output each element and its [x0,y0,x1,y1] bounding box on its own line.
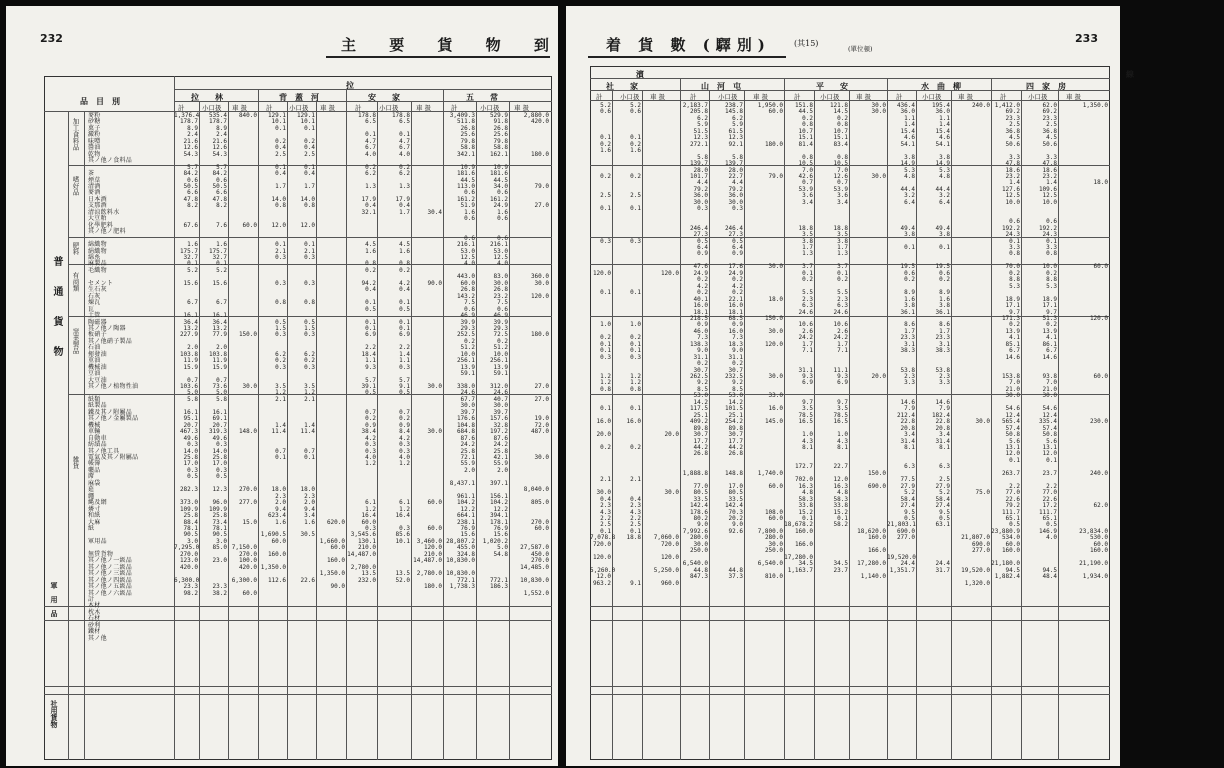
numbers-shejia-car: 120.0 20.0 30.0 7,060.0 720.0 120.0 5,250.0 960.0 [653,269,679,587]
station-header-1: 拉 林 [191,92,223,102]
col-label-car: 車 扱 [232,104,248,112]
col-label-small: 小口扱 [379,104,399,112]
group-label-processed-food: 加工食料品 [71,118,80,151]
col-label-total: 計 [355,104,362,112]
left-page [6,6,563,766]
station-header-1: 社 家 [606,81,638,91]
right-page [566,6,1224,766]
col-label-car: 車 扱 [1066,93,1082,101]
numbers-beigaihe-small: 129.1 10.1 0.1 0.2 0.4 2.5 0.1 0.4 1.7 14.0 0.8 12.0 0.1 2.1 0.3 0.3 0.8 0.5 1.5 0.3 6.2 0.2 0.3 3.5 1.2 2.1 1.4 11.4 0.7 0.1 18.0 2.3 2.0 9.4 3.4 1.6 30.5 22.6 [296,112,315,584]
page-number-left: 232 [40,32,63,45]
page-title-right: 着 貨 數 (驛別) [606,36,771,54]
title-rule-left [326,56,550,58]
numbers-shejia-small: 5.2 0.6 0.1 0.2 1.6 0.2 2.5 0.1 0.3 0.1 1.0 0.2 0.1 0.1 0.3 1.2 1.2 0.8 0.1 16.0 0.2 2.1 0.4 2.3 4.3 2.2 2.5 0.1 18.8 9.1 [626,102,641,587]
col-label-total: 計 [596,93,603,101]
numbers-lalin-car: 840.0 60.0 150.0 30.0 148.0 270.0 277.0 15.0 7,150.0 270.0 100.0 420.0 6,300.0 60.0 [231,112,257,597]
col-label-car: 車 扱 [514,104,530,112]
numbers-wuchang-small: 529.9 91.8 26.8 25.6 79.8 58.8 162.1 10.9 181.6 44.5 34.0 0.6 161.2 24.9 1.6 0.6 0.6 216.1 53.0 12.5 4.0 83.0 30.0 26.8 23.2 7.5 0.6 46.9 39.9 29.3 72.5 0.2 51.2 10.0 256.1 13.9 59.1 312.0 24.6 40.7 30.0 39.7 157.6 32.8 197.2 87.6 24.2 25.8 42.1 55.9 2.0 397.1 156.1 104.2 12.2 394.1 178.1 76.9 15.6 1,020.2 5.0 54.8 772.1 186.3 [482,112,508,591]
group-label-luxury: 嗜好品 [71,176,80,196]
numbers-shuiquliu-small: 195.4 36.0 1.1 1.4 15.4 4.6 54.1 3.8 14.9 5.3 4.8 44.4 3.2 6.4 49.4 3.8 0.1 19.5 0.6 0.2 8.9 1.6 3.8 36.1 8.6 1.7 23.3 3.1 38.3 53.8 2.3 3.3 14.6 7.9 182.4 22.8 20.8 3.4 31.4 8.1 6.3 2.5 27.9 5.2 58.4 27.4 9.5 0.5 63.1 24.4 31.7 [931,102,950,574]
station-header-3: 安 家 [368,92,400,102]
col-label-total: 計 [794,93,801,101]
col-label-car: 車 扱 [856,93,872,101]
page-title-left: 主 要 貨 物 到 [341,36,563,54]
numbers-anjia-small: 178.8 6.5 0.1 4.7 6.7 4.0 0.2 6.2 1.3 17.9 0.4 1.7 4.5 1.6 0.8 0.2 4.2 0.4 0.1 0.5 0.1 0.1 6.9 2.2 1.4 1.1 0.3 5.7 9.1 0.5 0.7 0.2 0.9 8.4 4.2 0.3 0.3 4.0 1.2 6.1 1.2 16.4 0.3 85.6 10.1 13.5 52.0 [391,112,410,584]
numbers-sijiafang-small: 62.0 69.2 23.3 2.5 36.8 4.5 50.6 3.3 47.8 18.6 23.2 1.4 109.6 12.5 10.0 0.6 192.2 24.3 0.1 3.3 0.8 10.0 0.2 8.8 5.3 18.9 17.1 9.7 51.3 0.2 13.9 4.1 86.1 6.7 14.6 93.8 7.0 21.0 30.0 54.6 12.4 335.4 57.4 50.8 5.6 13.1 12.0 0.1 23.7 2.2 77.0 22.6 17.2 111.7 65.1 0.5 146.9 4.0 94.5 48.4 [1038,102,1057,581]
numbers-anjia-car: 30.4 90.0 30.0 30.0 60.0 60.0 3,460.0 120.0 210.0 14,487.0 2,780.0 180.0 [413,208,442,591]
numbers-shuiquliu-total: 436.4 36.0 1.1 1.4 15.4 4.6 54.1 3.8 14.9 5.3 4.8 44.4 3.2 6.4 49.4 3.8 0.1 19.5 0.6 0.2 8.9 1.6 3.8 36.1 8.6 1.7 23.3 3.1 38.3 53.8 2.3 3.3 14.6 7.9 212.4 22.8 20.8 3.4 31.4 8.1 6.3 77.5 27.9 5.2 58.4 27.4 9.5 0.5 21,803.1 690.0 277.0 19,520.0 24.4 1,351.7 [887,102,916,574]
numbers-sijiafang-car: 1,350.0 18.0 60.0 120.0 60.0 230.0 240.0 62.0 23,834.0 530.0 60.0 160.0 21,190.0 1,934.0 [1079,102,1108,581]
col-label-small: 小口扱 [480,104,500,112]
numbers-pingan-total: 151.8 44.5 0.2 0.8 10.7 15.1 81.4 0.8 10.5 7.0 42.6 0.7 53.9 3.6 3.4 18.8 3.5 3.8 1.7 1.3 3.7 0.1 0.2 5.5 2.3 6.3 24.6 10.6 2.6 24.2 1.7 7.1 31.1 9.3 6.9 9.7 3.5 78.5 16.5 1.0 4.3 8.1 172.7 702.0 16.3 4.8 58.3 33.8 15.2 0.1 18,678.2 160.0 166.0 17,280.0 34.5 1,163.7 [784,102,813,574]
col-label-car: 車 扱 [650,93,666,101]
numbers-beigaihe-total: 129.1 10.1 0.1 0.2 0.4 2.5 0.1 0.4 1.7 14.0 0.8 12.0 0.1 2.1 0.3 0.3 0.8 0.5 1.5 0.3 6.2 0.2 0.3 3.5 1.2 2.1 1.4 11.4 0.7 0.1 18.0 2.3 2.0 9.4 623.4 1.6 1,690.5 60.0 160.0 1,350.0 112.6 [260,112,286,584]
station-header-5: 四 家 房 [1026,81,1066,91]
side-label-general: 普 通 貨 物 [51,256,62,356]
col-label-total: 計 [1000,93,1007,101]
col-label-total: 計 [451,104,458,112]
col-label-total: 計 [896,93,903,101]
station-header-2: 背 蓋 河 [279,92,319,102]
col-label-car: 車 扱 [753,93,769,101]
numbers-shejia-total: 5.2 0.6 0.1 0.2 1.6 0.2 2.5 0.1 0.3 120.0 0.1 1.0 0.2 0.1 0.1 0.3 1.2 1.2 0.8 0.1 16.0 20.0 0.2 2.1 30.0 0.4 2.3 4.3 2.2 2.5 0.1 7,078.8 720.0 120.0 5,260.0 12.0 963.2 [590,102,616,587]
station-header-2: 山 河 屯 [701,81,741,91]
col-label-total: 計 [266,104,273,112]
header-top-left: 拉 [346,80,354,90]
numbers-shanhetun-car: 1,950.0 60.0 180.0 79.0 30.0 18.0 150.0 30.0 120.0 30.0 33.0 16.0 145.0 1,740.0 60.0 108.0 60.0 7,800.0 280.0 30.0 250.0 6,540.0 810.0 [757,102,783,581]
header-rule-1 [174,89,552,90]
station-header-3: 平 安 [816,81,848,91]
group-label-textiles: 有商類 [71,272,80,292]
item-header: 品 目 別 [80,96,120,106]
group-label-ceramics: 窯業製品 [71,328,80,354]
col-label-small: 小口扱 [620,93,640,101]
col-label-total: 計 [178,104,185,112]
numbers-shuiquliu-car: 240.0 30.0 75.0 21,807.0 690.0 277.0 19,520.0 1,320.0 [961,102,990,587]
col-label-small: 小口扱 [202,104,222,112]
side-label-company: 社用貨物 [50,700,59,728]
col-label-car: 車 扱 [416,104,432,112]
numbers-shanhetun-small: 238.7 145.8 6.2 5.9 61.5 12.3 92.1 5.8 139.7 28.0 22.7 4.4 79.2 36.0 30.0 0.3 246.4 27.3 0.5 6.4 0.9 17.6 24.9 0.2 4.2 0.2 22.1 16.0 18.1 68.5 0.9 16.0 7.3 18.3 9.0 31.1 0.2 30.7 232.5 9.2 8.5 53.0 14.2 101.5 25.1 254.2 89.8 30.7 17.7 44.2 26.8 148.8 17.0 80.5 33.5 142.4 70.3 20.2 9.0 92.6 44.8 37.3 [724,102,743,581]
item-labels-left: 麥粉 砂糖 菓子 澱粉 味噌 醬油 乾物 其ノ他ノ食料品 茶 煙草 清酒 麥酒 日本酒 支那酒 清涼飲料水 大豆粕 化學肥料 其ノ他ノ肥料 綿織物 絹織物 綿糸 麻製品 毛織物 セメント 生石灰 石灰 煉瓦 瓦 土管 陶磁器 其ノ他ノ陶器 板硝子 其ノ他硝子製品 石油 揮發油 重油 機械油 豆油 大豆油 其ノ他ノ植物性油 紙類 紙製品 鐵及其ノ附屬品 其ノ他ノ金屬製品 機械 車輛 自動車 紡績品 其ノ他工具 電氣及其ノ附屬品 帳簿 藥品 蓆 麻袋 莚 繩 縄及網 燐寸 和紙 大麻 紙 軍用品 無賃貨物 其ノ他ノ一級品 其ノ他ノ二級品 其ノ他ノ三級品 其ノ他ノ四級品 其ノ他ノ五級品 其ノ他ノ六級品 計 木材 枕木 石材 砂利 鐵材 其ノ他 [88,112,139,642]
group-label-sundries: 雑貨 [71,456,80,469]
side-label-military: 軍 用 品 [50,582,59,617]
col-label-small: 小口扱 [922,93,942,101]
col-label-small: 小口扱 [820,93,840,101]
numbers-anjia-total: 178.8 6.5 0.1 4.7 6.7 4.0 0.2 6.2 1.3 17.9 0.4 32.1 4.5 1.6 0.8 0.2 94.2 0.4 0.1 0.5 0.1 0.1 6.9 2.2 18.4 1.1 9.3 5.7 39.1 0.5 0.7 0.2 0.9 38.4 4.2 0.3 0.3 4.0 1.2 6.1 1.2 16.4 60.0 0.3 3,545.6 130.1 210.0 14,487.0 2,780.0 13.5 232.0 [347,112,376,584]
col-label-total: 計 [690,93,697,101]
col-label-small: 小口扱 [289,104,309,112]
page-number-right: 233 [1075,32,1098,45]
station-header-4: 水 曲 柳 [921,81,961,91]
numbers-lalin-total: 1,376.4 178.7 8.9 2.4 21.6 12.6 54.3 5.7 84.2 0.6 50.5 6.6 47.8 8.2 67.6 1.6 175.7 32.7 0.1 5.2 15.6 6.7 16.1 36.4 13.2 227.9 2.0 103.8 11.9 15.9 0.7 103.6 5.0 5.8 16.1 95.1 20.7 467.3 49.6 0.3 14.0 25.8 17.0 0.3 0.5 282.3 373.0 109.9 25.8 88.4 78.1 90.5 3.0 7,295.0 270.0 123.0 420.0 6,300.0 23.3 98.2 [174,112,200,597]
numbers-sijiafang-total: 1,412.0 69.2 23.3 2.5 36.8 4.5 50.6 3.3 47.8 18.6 23.2 1.4 127.6 12.5 10.0 0.6 192.2 24.3 0.1 3.3 0.8 70.0 0.2 8.8 5.3 18.9 17.1 9.7 171.3 0.2 13.9 4.1 85.1 6.7 14.6 153.8 7.0 21.0 30.0 54.6 12.4 565.4 57.4 50.8 5.6 13.1 12.0 0.1 263.7 2.2 77.0 22.6 79.2 111.7 65.1 0.5 23,880.9 534.0 60.0 160.0 21,180.0 94.5 1,882.4 [991,102,1020,581]
numbers-lalin-small: 535.4 178.7 8.9 2.4 21.6 12.6 54.3 5.7 84.2 0.6 50.5 6.6 47.8 8.2 7.6 1.6 175.7 32.7 0.1 5.2 15.6 6.7 16.1 36.4 13.2 77.9 2.0 103.8 11.9 15.9 0.7 73.6 5.0 5.8 16.1 69.1 20.7 319.3 49.6 0.3 14.0 25.8 17.0 0.3 0.5 12.3 96.0 109.9 25.8 73.4 78.1 90.5 3.0 85.0 23.0 23.3 38.2 [208,112,227,597]
numbers-shanhetun-total: 2,183.7 205.8 6.2 5.9 51.5 12.3 272.1 5.8 139.7 28.0 101.7 4.4 79.2 36.0 30.0 0.3 246.4 27.3 0.5 6.4 0.9 47.6 24.9 0.2 4.2 0.2 40.1 16.0 18.1 218.5 0.9 46.0 7.3 138.3 9.0 31.1 0.2 30.7 262.5 9.2 8.5 53.0 14.2 117.5 25.1 409.2 89.8 30.7 17.7 44.2 26.8 1,888.8 77.0 80.5 33.5 142.4 178.6 80.2 9.0 7,992.6 280.0 30.0 250.0 6,540.0 44.8 847.3 [682,102,708,581]
col-label-small: 小口扱 [718,93,738,101]
numbers-wuchang-car: 2,880.0 420.0 180.0 79.0 27.0 360.0 30.0 120.0 180.0 27.0 27.0 19.0 72.0 487.0 30.0 8,040.0 805.0 270.0 60.0 27,587.0 450.0 270.0 14,485.0 10,830.0 1,552.0 [520,112,549,597]
col-label-small: 小口扱 [1028,93,1048,101]
col-label-car: 車 扱 [958,93,974,101]
group-label-fertilizer: 肥料 [71,242,80,255]
header-rule-2 [174,101,552,102]
unit-label: (單位頓) [848,45,873,53]
numbers-pingan-car: 30.0 30.0 30.0 20.0 150.0 690.0 18,620.0 160.0 166.0 17,280.0 1,140.0 [857,102,886,581]
title-rule-right [588,56,786,58]
numbers-beigaihe-car: 620.0 1,660.0 60.0 160.0 1,350.0 90.0 [319,518,345,591]
station-header-4: 五 常 [466,92,498,102]
table-subtitle: (其15) [794,39,819,48]
header-top-right: 濱 線 [636,69,1224,79]
numbers-pingan-small: 121.8 14.5 0.2 0.8 10.7 15.1 83.4 0.8 10.5 7.0 12.6 0.7 53.9 3.6 3.4 18.8 3.5 3.8 1.7 1.3 3.7 0.1 0.2 5.5 2.3 6.3 24.6 10.6 2.6 24.2 1.7 7.1 11.1 9.3 6.9 9.7 3.5 78.5 16.5 1.0 4.3 8.1 22.7 12.0 16.3 4.8 58.3 33.8 15.2 0.1 58.2 34.5 23.7 [829,102,848,574]
numbers-wuchang-total: 3,409.3 511.8 26.8 25.6 79.8 58.8 342.1 10.9 181.6 44.5 113.0 0.6 161.2 51.9 1.6 0.6 0.6 216.1 53.0 12.5 4.0 443.0 60.0 26.8 143.2 7.5 0.6 46.9 39.9 29.3 252.5 0.2 51.2 10.0 256.1 13.9 59.1 338.0 24.6 67.7 30.0 39.7 176.6 104.8 684.8 87.6 24.2 25.8 72.1 55.9 2.0 8,437.1 961.1 104.2 12.2 664.1 238.1 76.9 15.6 28,807.2 455.0 324.8 10,830.0 10,830.0 772.1 1,738.3 [446,112,475,591]
col-label-car: 車 扱 [320,104,336,112]
